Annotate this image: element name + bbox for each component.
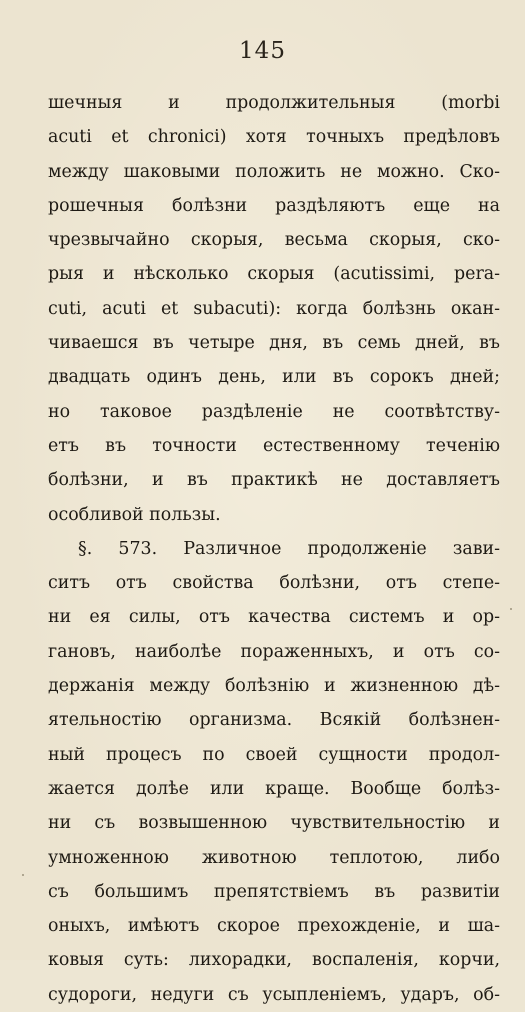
text-line: особливой пользы. [48,504,221,525]
text-line: съ большимъ препятствіемъ въ развитіи [48,881,500,902]
text-line: но таковое раздѣленіе не соотвѣтству- [48,401,500,422]
text-line: ни съ возвышенною чувствительностію и [48,813,500,834]
body-text [48,86,500,1012]
text-line: держанія между болѣзнію и жизненною дѣ- [48,676,500,697]
section-opening-line: §. 573. Различное продолженіе зави- [78,538,500,559]
text-line: ятельностію организма. Всякій болѣзнен- [48,710,500,731]
text-line: ный процесъ по своей сущности продол- [48,744,500,765]
text-line: ситъ отъ свойства болѣзни, отъ степе- [48,573,500,594]
text-line: acuti et chronici) хотя точныхъ предѣловъ [48,127,500,148]
text-line: гановъ, наиболѣе пораженныхъ, и отъ со- [48,641,500,662]
text-line: ковыя суть: лихорадки, воспаленія, корчи, [48,950,500,971]
text-line: жается долѣе или краще. Вообще болѣз- [48,778,500,799]
text-line: шечныя и продолжительныя (morbi [48,93,500,113]
text-line: чиваешся въ четыре дня, въ семь дней, въ [48,333,500,354]
text-line: умноженною животною теплотою, либо [48,847,500,868]
paper-speck [510,608,512,610]
text-line: cuti, acuti et subacuti): когда болѣзнь окан- [48,298,500,319]
text-line: двадцать одинъ день, или въ сорокъ дней; [48,367,500,388]
paper-speck [22,874,24,876]
text-line: судороги, недуги съ усыпленіемъ, ударъ, об- [48,984,500,1005]
page-number: 145 [239,38,286,64]
text-line: между шаковыми положить не можно. Ско- [48,161,500,182]
text-line: етъ въ точности естественному теченію [48,435,500,456]
text-line: болѣзни, и въ практикѣ не доставляетъ [48,470,500,491]
text-line: оныхъ, имѣютъ скорое прехожденіе, и ша- [48,916,500,937]
text-line: ни ея силы, отъ качества системъ и ор- [48,607,500,628]
text-line: рыя и нѣсколько скорыя (acutissimi, pera- [48,264,500,285]
text-line: чрезвычайно скорыя, весьма скорыя, ско- [48,230,500,251]
text-line: рошечныя болѣзни раздѣляютъ еще на [48,195,500,216]
